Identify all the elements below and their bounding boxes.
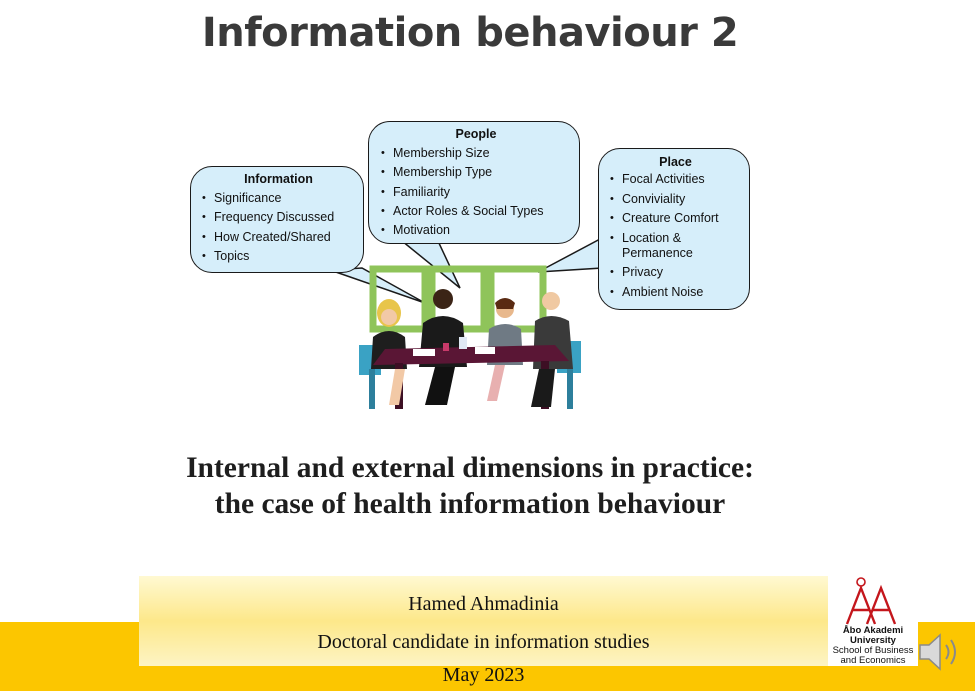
list-item: • Creature Comfort xyxy=(610,211,741,226)
author-name: Hamed Ahmadinia xyxy=(408,593,559,615)
list-item: • Familiarity xyxy=(381,183,571,202)
meeting-illustration xyxy=(355,265,595,415)
author-box xyxy=(139,576,828,666)
list-item: • Actor Roles & Social Types xyxy=(381,202,571,221)
list-item: • How Created/Shared xyxy=(202,228,355,247)
information-bubble xyxy=(190,166,364,273)
subtitle-line-2: the case of health information behaviour xyxy=(214,488,726,520)
logo-line-3: School of Business xyxy=(832,645,914,656)
place-heading: Place xyxy=(659,155,692,169)
list-item: • Privacy xyxy=(610,265,741,280)
slide-title: Information behaviour 2 xyxy=(201,10,739,56)
logo-line-2: University xyxy=(850,635,896,646)
list-item: • Motivation xyxy=(381,221,571,240)
list-item: • Membership Size xyxy=(381,144,571,163)
people-heading: People xyxy=(455,127,497,141)
logo-line-4: and Economics xyxy=(840,655,906,666)
information-heading: Information xyxy=(244,172,313,186)
list-item: • Topics xyxy=(202,247,355,266)
presentation-date: May 2023 xyxy=(442,664,525,686)
logo-line-1: Åbo Akademi xyxy=(842,625,904,636)
university-logo xyxy=(828,574,918,666)
people-bubble xyxy=(368,121,580,244)
speaker-icon[interactable] xyxy=(916,630,964,674)
place-bubble xyxy=(598,148,750,310)
list-item: • Frequency Discussed xyxy=(202,208,355,227)
list-item: • Membership Type xyxy=(381,163,571,182)
list-item: • Conviviality xyxy=(610,192,741,207)
list-item: • Focal Activities xyxy=(610,172,741,187)
slide-subtitle xyxy=(0,450,940,522)
list-item: • Location & Permanence xyxy=(610,231,741,261)
list-item: • Significance xyxy=(202,189,355,208)
author-role: Doctoral candidate in information studies xyxy=(317,631,650,653)
list-item: • Ambient Noise xyxy=(610,285,741,300)
subtitle-line-1: Internal and external dimensions in practice: xyxy=(186,452,754,484)
aa-logo-icon xyxy=(845,576,901,626)
